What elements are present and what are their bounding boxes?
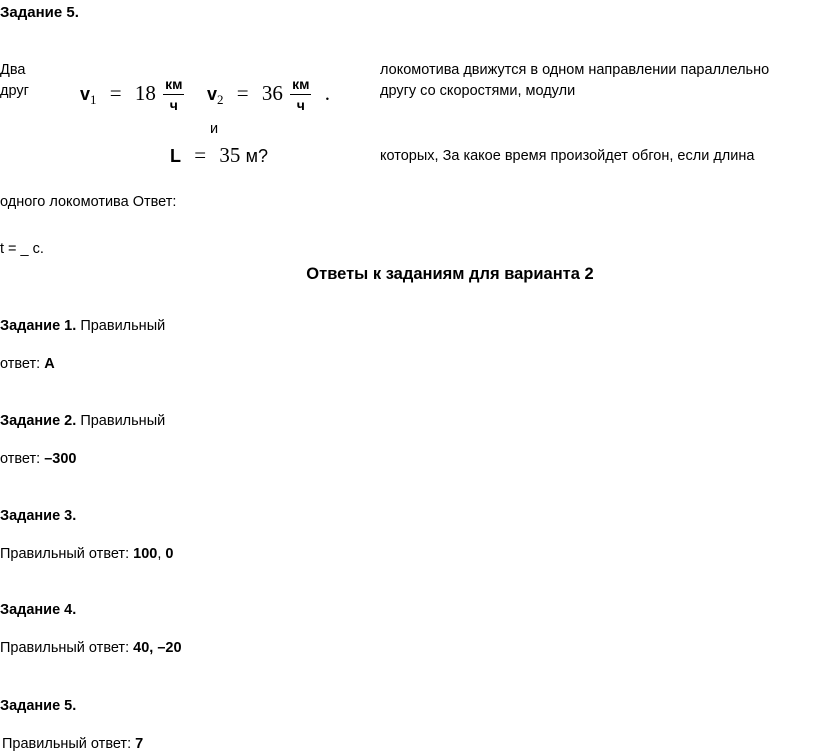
answer-3-label bbox=[0, 507, 76, 525]
answer-3-label-text: Задание 3. bbox=[0, 508, 77, 524]
equals-sign-2: = bbox=[236, 80, 249, 105]
task5-text-left-2: друг bbox=[0, 83, 29, 99]
formula-dot: . bbox=[324, 80, 330, 105]
answer-4-label bbox=[0, 601, 76, 619]
answer-4-value: 40, –20 bbox=[133, 640, 182, 656]
unit-numerator: км bbox=[163, 76, 184, 95]
conjunction-and: и bbox=[210, 121, 219, 137]
answer-5-line bbox=[2, 735, 143, 753]
equals-sign-3: = bbox=[194, 143, 207, 167]
v1-symbol: v bbox=[80, 83, 91, 104]
v1-value: 18 bbox=[134, 80, 156, 105]
task5-text-right-2: другу со скоростями, модули bbox=[380, 83, 576, 99]
answer-2-value: –300 bbox=[44, 451, 77, 467]
answer-5-label-text: Задание 5. bbox=[0, 698, 77, 714]
task5-text-line-4: одного локомотива Ответ: bbox=[0, 194, 177, 210]
answer-5-label bbox=[0, 697, 76, 715]
velocity-formula bbox=[80, 76, 330, 114]
answer-3-separator: , bbox=[157, 546, 162, 562]
v2-symbol: v bbox=[206, 83, 217, 104]
task5-text-left-1: Два bbox=[0, 62, 26, 78]
answer-2-text-2: ответ: bbox=[0, 451, 41, 467]
task5-text-right-1: локомотива движутся в одном направлении параллельно bbox=[380, 62, 770, 78]
answer-1-label: Задание 1. bbox=[0, 318, 77, 334]
answers-title: Ответы к заданиям для варианта 2 bbox=[306, 265, 594, 283]
length-unit: м? bbox=[245, 146, 268, 166]
task5-text-right-3: которых, За какое время произойдет обгон, если длина bbox=[380, 148, 755, 164]
v1-subscript: 1 bbox=[90, 91, 97, 107]
answer-4-label-text: Задание 4. bbox=[0, 602, 77, 618]
answer-3-text: Правильный ответ: bbox=[0, 546, 130, 562]
answer-1-text: Правильный bbox=[80, 318, 166, 334]
answer-2-label: Задание 2. bbox=[0, 413, 77, 429]
answer-1-text-2: ответ: bbox=[0, 356, 41, 372]
answer-3-line bbox=[0, 545, 173, 563]
length-formula bbox=[170, 143, 268, 168]
answer-5-value: 7 bbox=[135, 736, 144, 752]
answer-1-value: А bbox=[44, 356, 55, 372]
answer-1-line-2 bbox=[0, 355, 55, 373]
answer-4-line bbox=[0, 639, 182, 657]
unit-numerator-2: км bbox=[290, 76, 311, 95]
answer-2-line-1 bbox=[0, 412, 165, 430]
v2-subscript: 2 bbox=[217, 91, 224, 107]
unit-denominator-2: ч bbox=[296, 97, 305, 113]
equals-sign: = bbox=[109, 80, 122, 105]
v2-unit-fraction bbox=[290, 76, 311, 114]
task5-heading: Задание 5. bbox=[0, 4, 79, 21]
length-symbol: L bbox=[170, 146, 181, 166]
task5-answer-line: t = _ с. bbox=[0, 241, 44, 257]
answer-1-line-1 bbox=[0, 317, 165, 335]
answer-3-value-2: 0 bbox=[165, 546, 174, 562]
answer-4-text: Правильный ответ: bbox=[0, 640, 130, 656]
v2-value: 36 bbox=[261, 80, 283, 105]
answer-2-line-2 bbox=[0, 450, 76, 468]
answer-3-value: 100 bbox=[133, 546, 158, 562]
length-value: 35 bbox=[219, 143, 241, 167]
unit-denominator: ч bbox=[169, 97, 178, 113]
v1-unit-fraction bbox=[163, 76, 184, 114]
answer-2-text: Правильный bbox=[80, 413, 166, 429]
answer-5-text: Правильный ответ: bbox=[2, 736, 132, 752]
